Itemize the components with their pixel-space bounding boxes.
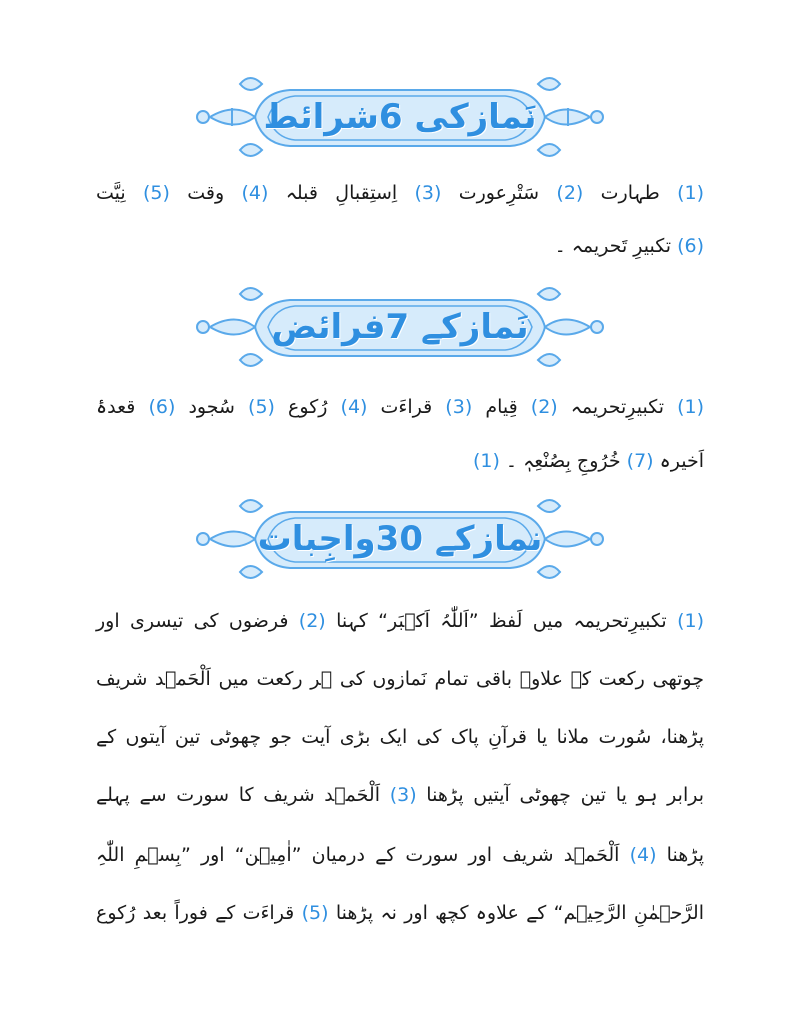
- item-number: (3): [389, 784, 417, 806]
- item-number: (1): [677, 610, 704, 632]
- section-3-line-5: پڑھنا (4) اَلْحَمۡد شریف اور سورت کے درمیان ”اٰمِیۡن“ اور ”بِسۡمِ اللّٰہِ: [96, 844, 704, 866]
- section-3-banner: [0, 484, 800, 594]
- item-number: (2): [298, 610, 326, 632]
- section-1-banner: [0, 62, 800, 172]
- item-number: (1): [677, 396, 704, 418]
- item-number: (1): [677, 182, 705, 204]
- item-number: (2): [530, 396, 558, 418]
- section-2-line-1: (1) تکبیرِتحریمہ (2) قِیام (3) قراءَت (4) رُکوع (5) سُجود (6) قعدۂ: [96, 396, 704, 418]
- section-3-line-2: چوتھی رکعت کے علاوہ باقی تمام نَمازوں کی ہر رکعت میں اَلْحَمۡد شریف: [96, 668, 704, 690]
- item-number: (6): [677, 235, 704, 257]
- section-1-line-1: (1) طہارت (2) سَتْرِعورت (3) اِستِقبالِ قبلہ (4) وقت (5) نِیَّت: [96, 182, 705, 204]
- item-number: (1): [472, 450, 500, 472]
- section-2-title: نَمازکے 7فرائض: [271, 307, 529, 347]
- item-number: (3): [445, 396, 473, 418]
- item-number: (4): [340, 396, 368, 418]
- item-number: (4): [241, 182, 269, 204]
- item-number: (5): [301, 902, 329, 924]
- section-3-line-3: پڑھنا، سُورت ملانا یا قرآنِ پاک کی ایک بڑی آیت جو چھوٹی تین آیتوں کے: [96, 726, 704, 748]
- section-1-line-2: (6) تکبیرِ تَحریمہ ۔: [554, 235, 704, 257]
- item-number: (5): [248, 396, 275, 418]
- section-3-line-4: برابر ہو یا تین چھوٹی آیتیں پڑھنا (3) اَلْحَمۡد شریف کا سورت سے پہلے: [96, 784, 704, 806]
- item-number: (4): [629, 844, 657, 866]
- section-3-line-6: الرَّحۡمٰنِ الرَّحِیۡم“ کے علاوہ کچھ اور نہ پڑھنا (5) قراءَت کے فوراً بعد رُکوع: [96, 902, 704, 924]
- section-2-line-2: اَخیرہ (7) خُرُوجِ بِصُنْعِہٖ ۔ (1): [472, 450, 704, 472]
- item-number: (5): [143, 182, 170, 204]
- section-3-line-1: (1) تکبیرِتحریمہ میں لَفظ ”اَللّٰہُ اَکۡبَر“ کہنا (2) فرضوں کی تیسری اور: [96, 610, 704, 632]
- section-3-title: نمازکے 30واجِبات: [257, 519, 543, 559]
- item-number: (7): [626, 450, 654, 472]
- section-1-title: نَمازکی 6شرائط: [263, 97, 537, 137]
- item-number: (3): [414, 182, 442, 204]
- item-number: (6): [148, 396, 176, 418]
- item-number: (2): [556, 182, 584, 204]
- section-2-banner: [0, 272, 800, 382]
